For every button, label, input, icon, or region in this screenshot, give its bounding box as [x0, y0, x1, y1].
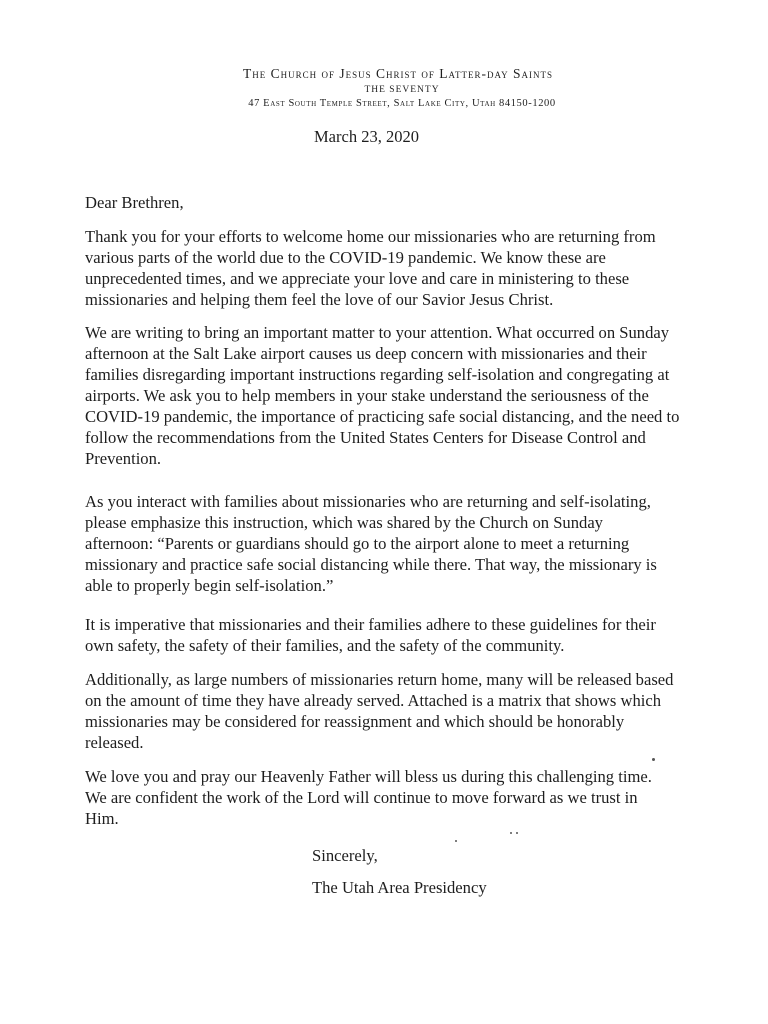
scan-speck [455, 840, 457, 842]
signature-line: The Utah Area Presidency [312, 878, 487, 897]
body-paragraph-1: Thank you for your efforts to welcome home our missionaries who are returning from various parts of the world due to the COVID-19 pandemic. We know these are unprecedented times, and we appreciate your love and care in ministering to these missionaries and helping them feel the love of our Savior Jesus Christ. [85, 227, 656, 309]
scan-speck [516, 832, 518, 834]
scan-speck [652, 758, 655, 761]
body-paragraph-5: Additionally, as large numbers of missionaries return home, many will be released based on the amount of time they have already served. Attached is a matrix that shows which missionaries may be considered for reassignment and which should be honorably released. [85, 670, 674, 752]
scan-speck [510, 832, 512, 834]
body-paragraph-3: As you interact with families about missionaries who are returning and self-isolating, please emphasize this instruction, which was shared by the Church on Sunday afternoon: “Parents or guardians should go to the airport alone to meet a returning missionary and practice safe social distancing while there. That way, the missionary is able to properly begin self-isolation.” [85, 492, 657, 595]
body-paragraph-2: We are writing to bring an important matter to your attention. What occurred on Sunday afternoon at the Salt Lake airport causes us deep concern with missionaries and their families disregarding important instructions regarding self-isolation and congregating at airports. We ask you to help members in your stake understand the seriousness of the COVID-19 pandemic, the importance of practicing safe social distancing, and the need to follow the recommendations from the United States Centers for Disease Control and Prevention. [85, 323, 680, 468]
division-name: THE SEVENTY [364, 85, 440, 95]
organization-name: The Church of Jesus Christ of Latter-day Saints [242, 66, 554, 81]
salutation: Dear Brethren, [85, 193, 184, 212]
letter-date: March 23, 2020 [314, 127, 419, 146]
body-paragraph-4: It is imperative that missionaries and their families adhere to these guidelines for their own safety, the safety of their families, and the safety of the community. [85, 615, 656, 655]
closing: Sincerely, [312, 846, 378, 865]
organization-address: 47 East South Temple Street, Salt Lake City, Utah 84150-1200 [248, 98, 556, 109]
letterhead [0, 66, 768, 109]
body-paragraph-6: We love you and pray our Heavenly Father will bless us during this challenging time. We are confident the work of the Lord will continue to move forward as we trust in Him. [85, 767, 652, 828]
